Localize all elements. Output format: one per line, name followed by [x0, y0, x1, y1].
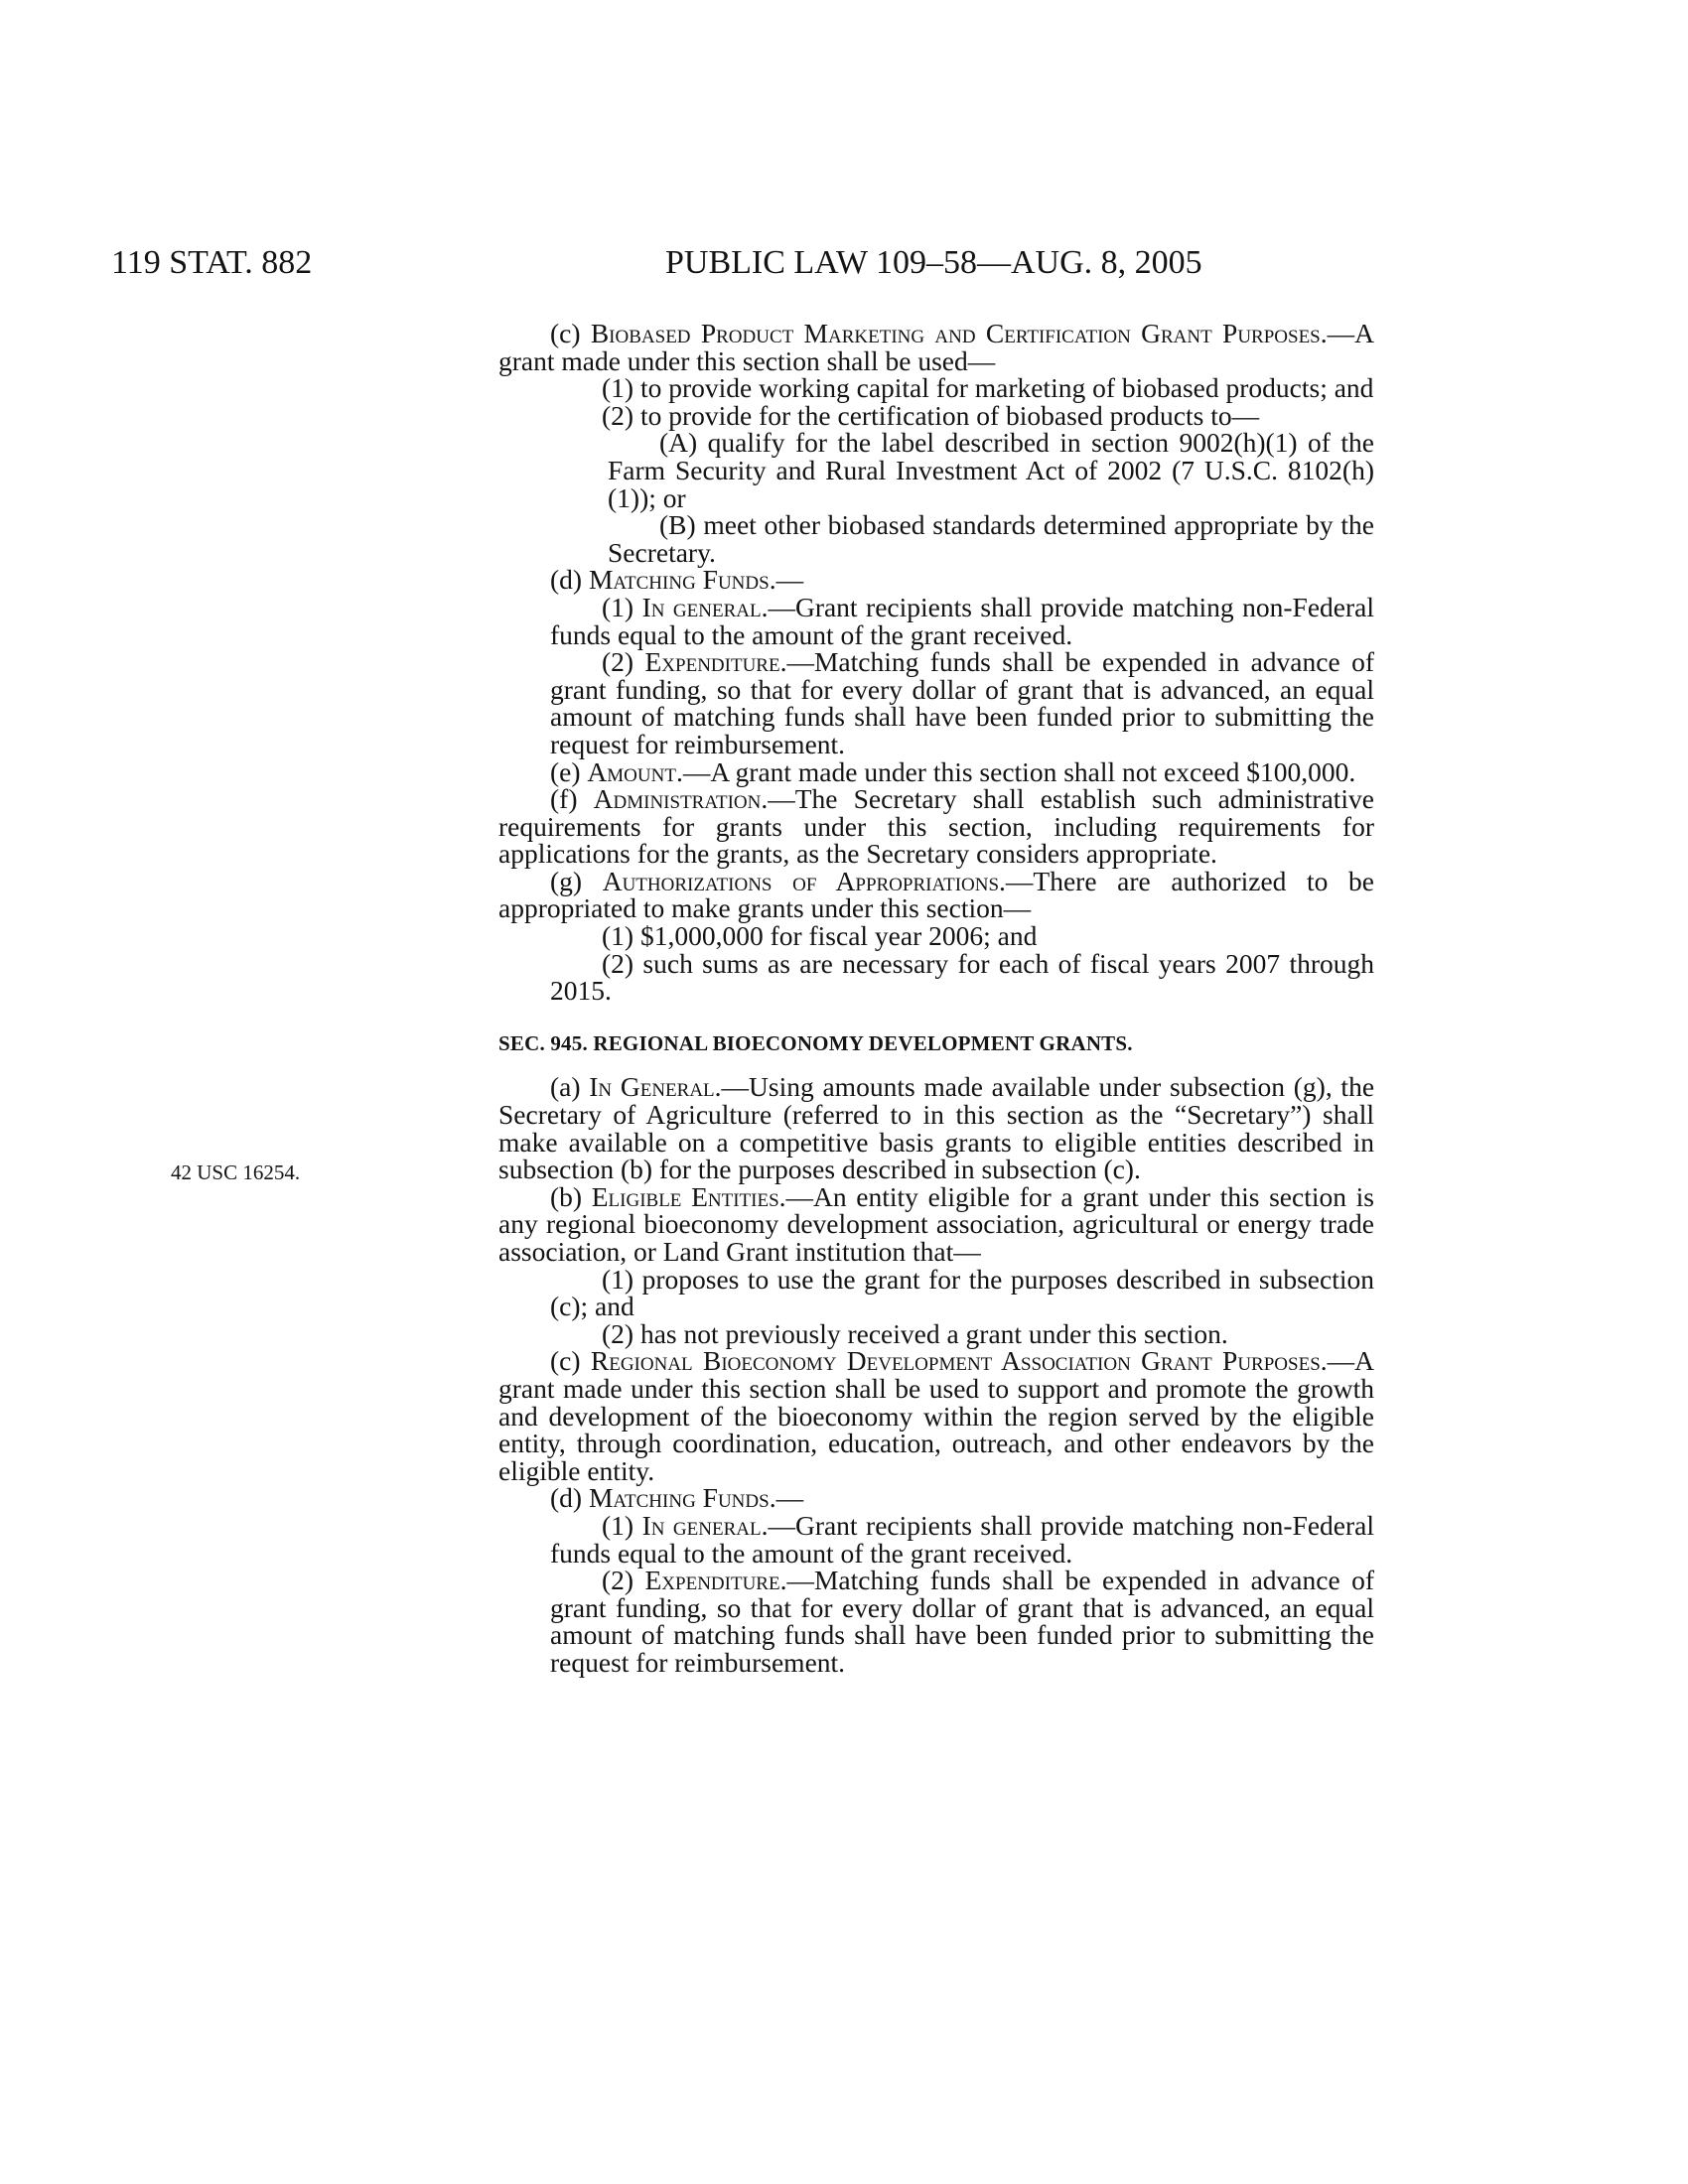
sec945-subsection-c: (c) Regional Bioeconomy Development Association Grant Purposes.—A grant made under this section shall be used to support and promote the growth and development of the bioeconomy within the region served by the eligible entity, through coordination, education, outreach, and other endeavors by the eligible entity. — [498, 1345, 1375, 1486]
section-945-title: SEC. 945. REGIONAL BIOECONOMY DEVELOPMENT GRANTS. — [498, 1030, 1133, 1055]
page-stat-citation: 119 STAT. 882 — [111, 244, 313, 281]
subsection-f: (f) Administration.—The Secretary shall establish such administrative requirements for grants under this section, including requirements for applications for the grants, as the Secretary considers appropriate. — [498, 783, 1375, 870]
sec945-paragraph-b1: (1) proposes to use the grant for the purposes described in subsection (c); and — [550, 1263, 1374, 1322]
sec945-paragraph-d2: (2) Expenditure.—Matching funds shall be expended in advance of grant funding, so that for every dollar of grant that is advanced, an equal amount of matching funds shall have been funded prior to submitting the request for reimbursement. — [550, 1565, 1375, 1678]
sec945-subsection-a: (a) In General.—Using amounts made available under subsection (g), the Secretary of Agriculture (referred to in this section as the “Secretary”) shall make available on a competitive basis grants to eligible entities described in subsection (b) for the purposes described in subsection (c). — [498, 1071, 1375, 1185]
paragraph-c2: (2) to provide for the certification of biobased products to— — [602, 399, 1260, 431]
running-header: PUBLIC LAW 109–58—AUG. 8, 2005 — [665, 244, 1202, 281]
paragraph-c1: (1) to provide working capital for marketing of biobased products; and — [602, 372, 1374, 404]
subparagraph-cA: (A) qualify for the label described in section 9002(h)(1) of the Farm Security and Rural Investment Act of 2002 (7 U.S.C. 8102(h)(1)); or — [608, 427, 1374, 513]
sec945-subsection-b: (b) Eligible Entities.—An entity eligible for a grant under this section is any regional bioeconomy development association, agricultural or energy trade association, or Land Grant institution that— — [498, 1180, 1375, 1267]
subparagraph-cB: (B) meet other biobased standards determined appropriate by the Secretary. — [608, 509, 1374, 568]
sec945-paragraph-d1: (1) In general.—Grant recipients shall provide matching non-Federal funds equal to the amount of the grant received. — [550, 1509, 1374, 1569]
subsection-g: (g) Authorizations of Appropriations.—There are authorized to be appropriated to make grants under this section— — [498, 865, 1374, 924]
usc-margin-note: 42 USC 16254. — [171, 1160, 301, 1184]
page-body — [498, 320, 1374, 1677]
sec945-paragraph-b2: (2) has not previously received a grant under this section. — [602, 1317, 1228, 1349]
paragraph-d2: (2) Expenditure.—Matching funds shall be expended in advance of grant funding, so that for every dollar of grant that is advanced, an equal amount of matching funds shall have been funded prior to submitting the request for reimbursement. — [550, 646, 1375, 759]
paragraph-d1: (1) In general.—Grant recipients shall provide matching non-Federal funds equal to the amount of the grant received. — [550, 591, 1374, 650]
subsection-c: (c) Biobased Product Marketing and Certification Grant Purposes.—A grant made under this section shall be used— — [498, 318, 1374, 376]
subsection-c-heading: Biobased Product Marketing and Certification Grant Purposes — [590, 318, 1321, 348]
paragraph-g1: (1) $1,000,000 for fiscal year 2006; and — [602, 920, 1038, 952]
subsection-e: (e) Amount.—A grant made under this section shall not exceed $100,000. — [550, 755, 1356, 787]
paragraph-g2: (2) such sums as are necessary for each of fiscal years 2007 through 2015. — [550, 947, 1374, 1007]
subsection-d: (d) Matching Funds.— — [550, 564, 804, 596]
sec945-subsection-d: (d) Matching Funds.— — [550, 1482, 804, 1514]
